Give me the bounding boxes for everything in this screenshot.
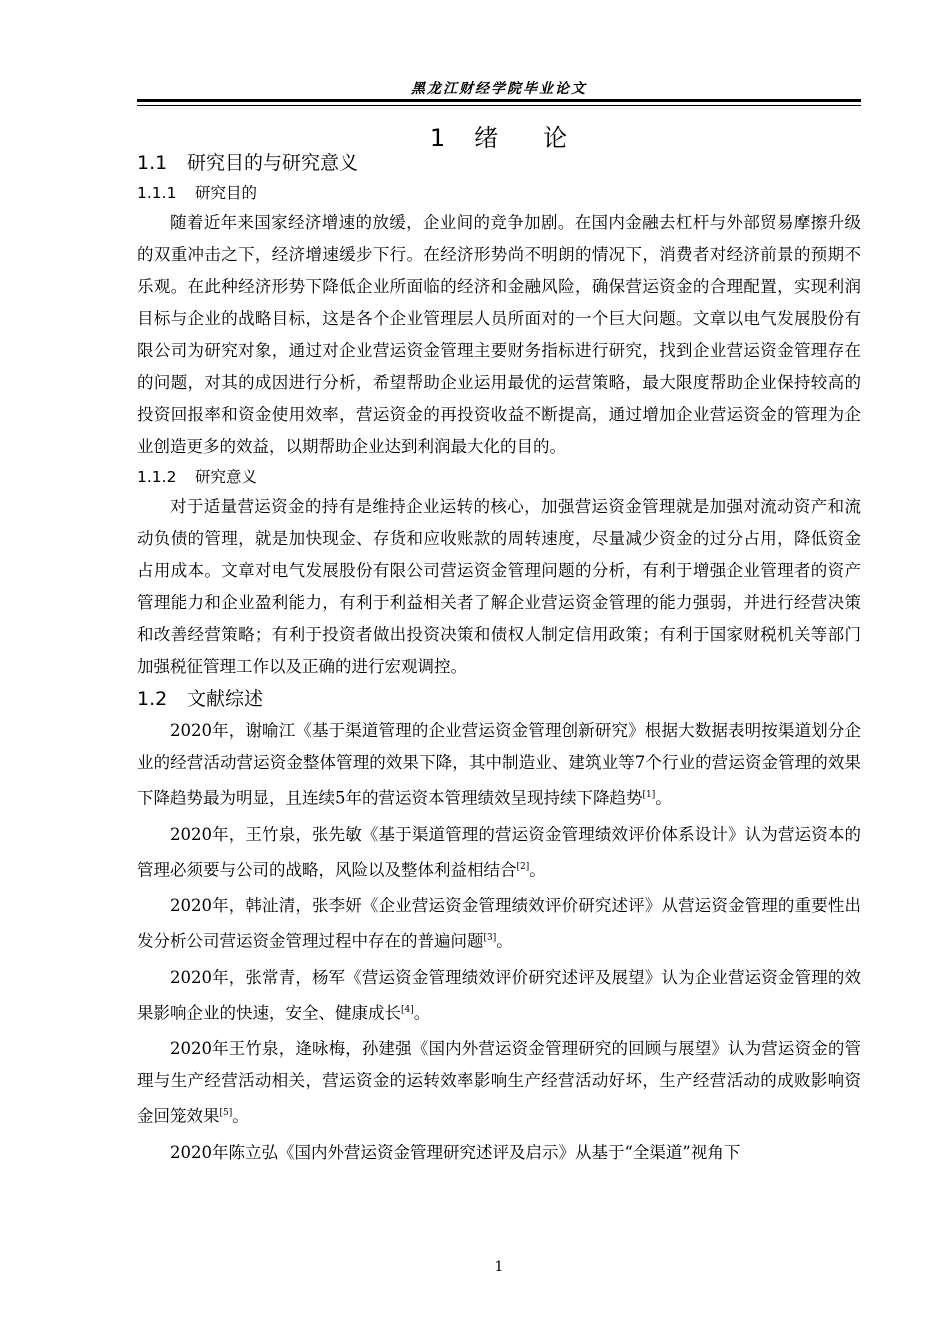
paragraph-review-4: [137, 962, 861, 1030]
subsection-title: 研究目的: [195, 184, 258, 202]
sentence-end: 。: [496, 931, 513, 951]
chapter-number: 1: [429, 124, 447, 152]
sentence-end: 。: [413, 1003, 431, 1022]
citation-2: [2]: [516, 861, 530, 872]
page-number: 1: [494, 1259, 504, 1275]
paragraph-research-significance: 对于适量营运资金的持有是维持企业运转的核心，加强营运资金管理就是加强对流动资产和流动负债的管理，就是加快现金、存货和应收账款的周转速度，尽量减少资金的过分占用，降低资金占用成本。文章对电气发展股份有限公司营运资金管理问题的分析，有利于增强企业管理者的资产管理能力和企业盈利能力，有利于利益相关者了解企业营运资金管理的能力强弱，并进行经营决策和改善经营策略；有利于投资者做出投资决策和债权人制定信用政策；有利于国家财税机关等部门加强税征管理工作以及正确的进行宏观调控。: [137, 497, 861, 676]
section-heading-1-2: [137, 683, 861, 715]
citation-4: [4]: [401, 1004, 414, 1015]
section-title: 文献综述: [187, 688, 264, 710]
paragraph-review-3: [137, 890, 861, 958]
section-number: 1.2: [137, 688, 168, 710]
review-text: 2020年王竹泉，逄咏梅，孙建强《国内外营运资金管理研究的回顾与展望》认为营运资金的管理与生产经营活动相关，营运资金的运转效率影响生产经营活动好坏，生产经营活动的成败影响资金回笼效果: [137, 1039, 861, 1126]
subsection-title: 研究意义: [195, 468, 258, 486]
paragraph-research-purpose: 随着近年来国家经济增速的放缓，企业间的竞争加剧。在国内金融去杠杆与外部贸易摩擦升级的双重冲击之下，经济增速缓步下行。在经济形势尚不明朗的情况下，消费者对经济前景的预期不乐观。在此种经济形势下降低企业所面临的经济和金融风险，确保营运资金的合理配置，实现利润目标与企业的战略目标，这是各个企业管理层人员所面对的一个巨大问题。文章以电气发展股份有限公司为研究对象，通过对企业营运资金管理主要财务指标进行研究，找到企业营运资金管理存在的问题，对其的成因进行分析，希望帮助企业运用最优的运营策略，最大限度帮助企业保持较高的投资回报率和资金使用效率，营运资金的再投资收益不断提高，通过增加企业营运资金的管理为企业创造更多的效益，以期帮助企业达到利润最大化的目的。: [137, 213, 861, 456]
sentence-end: 。: [655, 788, 672, 808]
running-header: 黑龙江财经学院毕业论文: [411, 81, 587, 97]
subsection-number: 1.1.1: [137, 184, 177, 202]
paragraph-review-6: 2020年陈立弘《国内外营运资金管理研究述评及启示》从基于“全渠道”视角下: [170, 1142, 741, 1162]
paragraph-review-1: [137, 715, 861, 815]
citation-3: [3]: [483, 933, 497, 943]
section-title: 研究目的与研究意义: [187, 152, 359, 174]
section-number: 1.1: [137, 152, 168, 174]
chapter-title-char-1: 绪: [474, 124, 500, 152]
subsection-number: 1.1.2: [137, 468, 177, 486]
review-text: 2020年，王竹泉，张先敏《基于渠道管理的营运资金管理绩效评价体系设计》认为营运资本的管理必须要与公司的战略，风险以及整体利益相结合: [137, 824, 861, 879]
sentence-end: 。: [232, 1106, 249, 1126]
chapter-title-char-2: 论: [543, 124, 569, 152]
review-text: 2020年，韩沚清，张李妍《企业营运资金管理绩效评价研究述评》从营运资金管理的重要性出发分析公司营运资金管理过程中存在的普遍问题: [137, 896, 861, 951]
citation-5: [5]: [219, 1108, 233, 1118]
header-rule-thick: [137, 99, 861, 102]
review-text: 2020年，谢喻江《基于渠道管理的企业营运资金管理创新研究》根据大数据表明按渠道划分企业的经营活动营运资金整体管理的效果下降，其中制造业、建筑业等7个行业的营运资金管理的效果下降趋势最为明显，且连续5年的营运资本管理绩效呈现持续下降趋势: [137, 721, 861, 808]
review-text: 2020年，张常青，杨军《营运资金管理绩效评价研究述评及展望》认为企业营运资金管理的效果影响企业的快速，安全、健康成长: [137, 967, 861, 1022]
subsection-heading-1-1-1: [137, 179, 861, 207]
subsection-heading-1-1-2: [137, 463, 861, 491]
header-rule-thin: [137, 105, 861, 106]
page-body: [137, 147, 861, 1169]
paragraph-review-5: [137, 1033, 861, 1133]
paragraph-review-2: [137, 819, 861, 887]
section-heading-1-1: [137, 147, 861, 179]
sentence-end: 。: [529, 860, 546, 879]
citation-1: [1]: [642, 790, 656, 800]
